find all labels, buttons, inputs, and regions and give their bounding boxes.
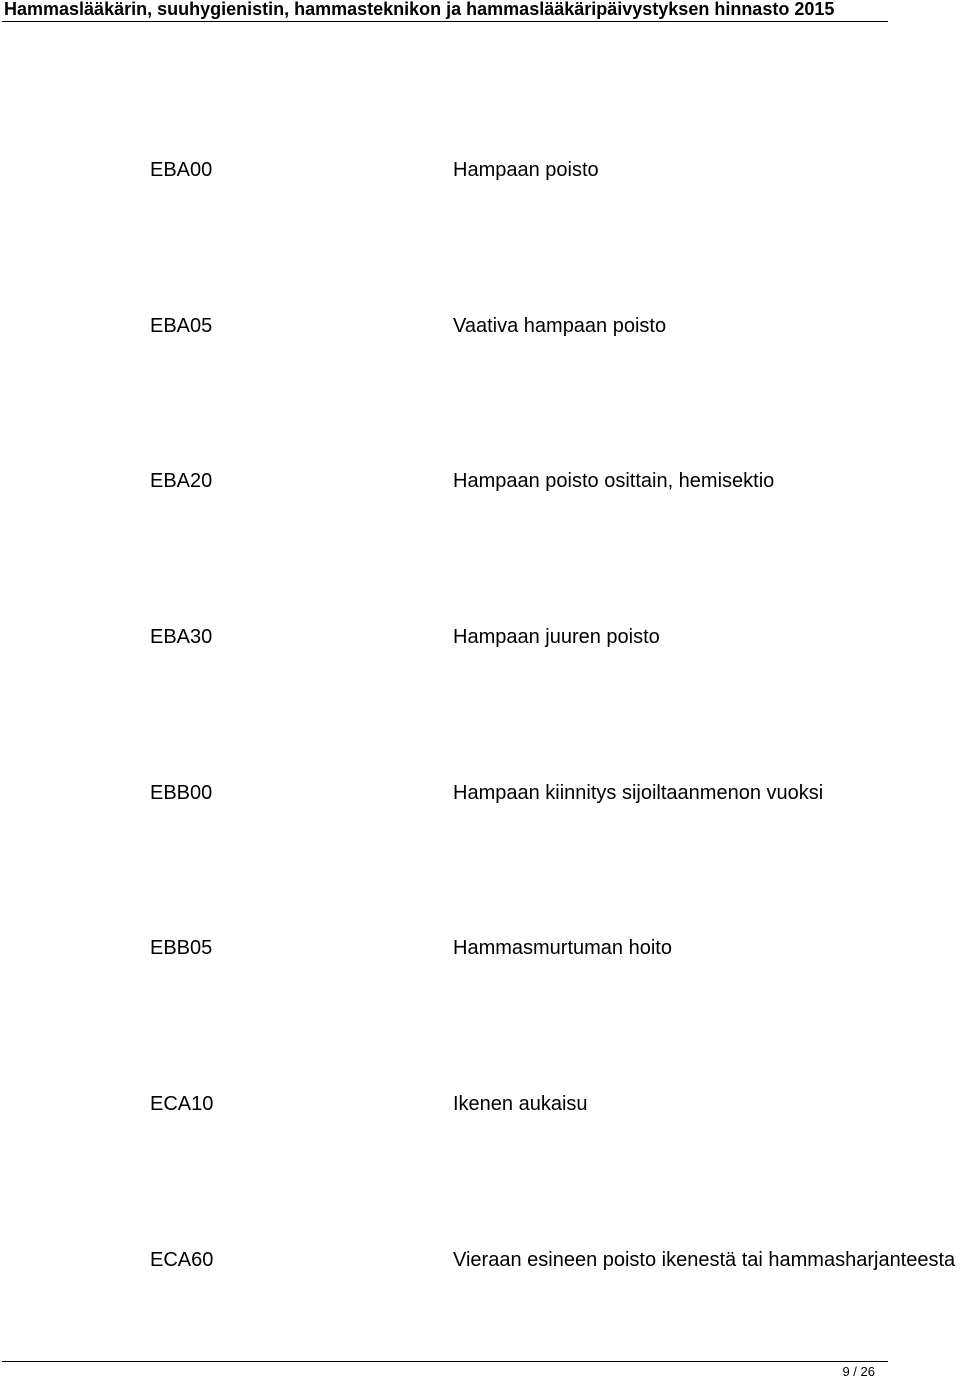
procedure-code: ECA10 [150, 1093, 214, 1115]
procedure-description: Vieraan esineen poisto ikenestä tai hammasharjanteesta [453, 1249, 956, 1271]
procedure-description: Hammasmurtuman hoito [453, 937, 672, 959]
procedure-code: EBA20 [150, 470, 213, 492]
procedure-description: Hampaan juuren poisto [453, 626, 660, 648]
page-number: 9 / 26 [842, 1364, 875, 1379]
list-item [0, 158, 960, 182]
list-item [0, 936, 960, 960]
list-item [0, 1248, 960, 1272]
procedure-description: Hampaan poisto osittain, hemisektio [453, 470, 775, 492]
list-item [0, 781, 960, 805]
procedure-code: EBA05 [150, 315, 213, 337]
procedure-code: ECA60 [150, 1249, 214, 1271]
list-item [0, 469, 960, 493]
footer-rule [2, 1361, 888, 1362]
procedure-code: EBA30 [150, 626, 213, 648]
procedure-description: Ikenen aukaisu [453, 1093, 588, 1115]
list-item [0, 625, 960, 649]
procedure-description: Vaativa hampaan poisto [453, 315, 667, 337]
list-item [0, 314, 960, 338]
procedure-code: EBB00 [150, 782, 213, 804]
procedure-code: EBB05 [150, 937, 213, 959]
procedure-description: Hampaan kiinnitys sijoiltaanmenon vuoksi [453, 782, 824, 804]
header-title: Hammaslääkärin, suuhygienistin, hammasteknikon ja hammaslääkäripäivystyksen hinnasto 2015 [4, 0, 835, 19]
page-header [2, 0, 888, 22]
procedure-code: EBA00 [150, 159, 213, 181]
procedure-description: Hampaan poisto [453, 159, 599, 181]
list-item [0, 1092, 960, 1116]
